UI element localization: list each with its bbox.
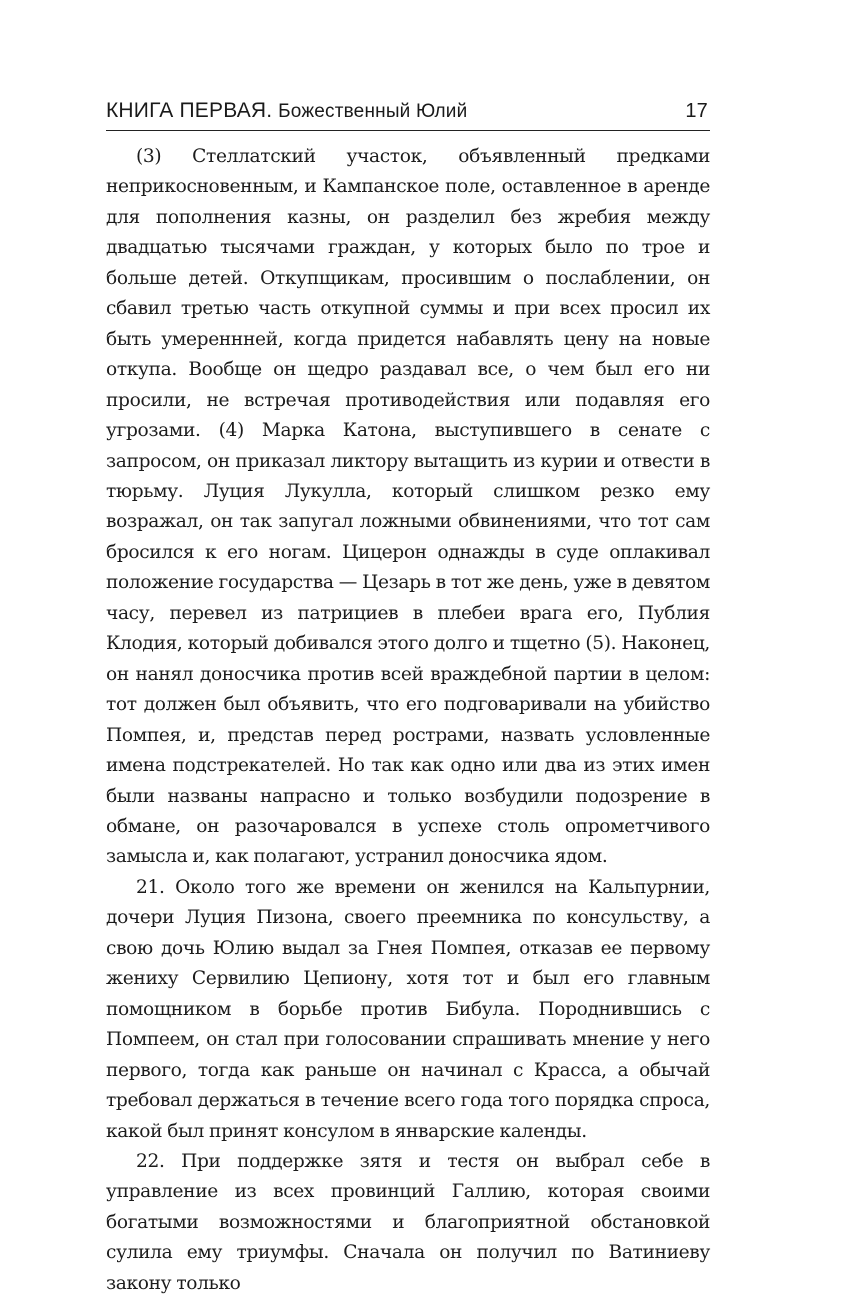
book-title: КНИГА ПЕРВАЯ.	[106, 99, 273, 122]
paragraph-section-21: 21. Около того же времени он женился на Кальпурнии, дочери Луция Пизона, своего преемника по консульству, а свою дочь Юлию выдал за Гнея Помпея, отказав ее первому жениху Сервилию Цепиону, хотя тот и был его главным помощником в борьбе против Бибула. Породнившись с Помпеем, он стал при голосовании спрашивать мнение у него первого, тогда как раньше он начинал с Красса, а обычай требовал держаться в течение всего года того порядка спроса, какой был принят консулом в январские календы.	[106, 876, 710, 1142]
body-text	[106, 142, 710, 1299]
chapter-title: Божественный Юлий	[278, 101, 468, 122]
header-rule	[106, 130, 710, 131]
paragraph-section-22: 22. При поддержке зятя и тестя он выбрал себе в управление из всех провинций Галлию, которая своими богатыми возможностями и благоприятной обстановкой сулила ему триумфы. Сначала он получил по Ватиниеву закону только	[106, 1150, 710, 1294]
paragraph-section-20-cont: (3) Стеллатский участок, объявленный предками неприкосновенным, и Кампанское поле, оставленное в аренде для пополнения казны, он разделил без жребия между двадцатью тысячами граждан, у которых было по трое и больше детей. Откупщикам, просившим о послаблении, он сбавил третью часть откупной суммы и при всех просил их быть умереннней, когда придется набавлять цену на новые откупа. Вообще он щедро раздавал все, о чем был его ни просили, не встречая противодействия или подавляя его угрозами. (4) Марка Катона, выступившего в сенате с запросом, он приказал ликтору вытащить из курии и отвести в тюрьму. Луция Лукулла, который слишком резко ему возражал, он так запугал ложными обвинениями, что тот сам бросился к его ногам. Цицерон однажды в суде оплакивал положение государства — Цезарь в тот же день, уже в девятом часу, перевел из патрициев в плебеи врага его, Публия Клодия, который добивался этого долго и тщетно (5). Наконец, он нанял доносчика против всей враждебной партии в целом: тот должен был объявить, что его подговаривали на убийство Помпея, и, представ перед рострами, назвать условленные имена подстрекателей. Но так как одно или два из этих имен были названы напрасно и только возбудили подозрение в обмане, он разочаровался в успехе столь опрометчивого замысла и, как полагают, устранил доносчика ядом.	[106, 146, 710, 868]
page-number: 17	[685, 100, 708, 122]
running-head	[106, 96, 710, 130]
